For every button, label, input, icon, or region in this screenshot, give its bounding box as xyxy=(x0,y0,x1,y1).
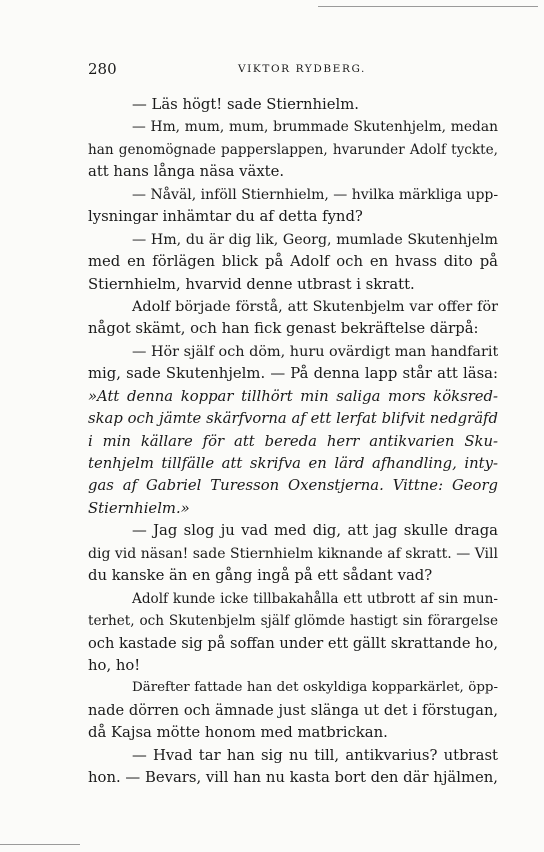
text-line: Stiernhielm, hvarvid denne utbrast i skratt. xyxy=(88,275,415,293)
text-line: — Hvad tar han sig nu till, antikvarius? utbrast xyxy=(132,746,498,764)
text-line: gas af Gabriel Turesson Oxenstjerna. Vittne: Georg xyxy=(88,477,498,495)
text-line: något skämt, och han fick genast bekräftelse därpå: xyxy=(88,320,479,338)
text-line: i min källare för att bereda herr antikvarien Sku- xyxy=(88,432,498,450)
text-line: — Nåväl, inföll Stiernhielm, — hvilka märkliga upp- xyxy=(132,186,498,203)
text-line: hon. — Bevars, vill han nu kasta bort den där hjälmen, xyxy=(88,769,498,787)
text-line: du kanske än en gång ingå på ett sådant vad? xyxy=(88,567,433,585)
text-line: då Kajsa mötte honom med matbrickan. xyxy=(88,724,388,742)
text-line: Stiernhielm.» xyxy=(88,499,190,517)
page-number: 280 xyxy=(88,60,117,78)
text-line: och kastade sig på soffan under ett gällt skrattande ho, xyxy=(88,634,498,652)
text-line: ho, ho! xyxy=(88,656,141,674)
text-line: — Jag slog ju vad med dig, att jag skulle draga xyxy=(132,522,498,540)
text-line: nade dörren och ämnade just slänga ut det i förstugan, xyxy=(88,701,498,719)
text-line: lysningar inhämtar du af detta fynd? xyxy=(88,208,363,226)
text-line: — Hm, du är dig lik, Georg, mumlade Skutenhjelm xyxy=(132,231,498,248)
text-line: att hans långa näsa växte. xyxy=(88,163,285,181)
top-rule xyxy=(318,6,538,7)
text-line: — Hör själf och döm, huru ovärdigt man handfarit xyxy=(132,343,498,360)
text-line: terhet, och Skutenbjelm själf glömde hastigt sin förargelse xyxy=(88,613,498,630)
bottom-rule xyxy=(0,844,80,845)
text-line: med en förlägen blick på Adolf och en hvass dito på xyxy=(88,253,498,271)
text-line: — Läs högt! sade Stiernhielm. xyxy=(132,96,359,113)
page-header xyxy=(88,60,498,82)
text-line: han genomögnade papperslappen, hvarunder Adolf tyckte, xyxy=(88,141,498,158)
running-title: VIKTOR RYDBERG. xyxy=(238,63,367,75)
body-text xyxy=(88,94,498,790)
text-line: mig, sade Skutenhjelm. — På denna lapp står att läsa: xyxy=(88,365,498,383)
text-line: »Att denna koppar tillhört min saliga mors köksred- xyxy=(88,387,498,405)
text-line: — Hm, mum, mum, brummade Skutenhjelm, medan xyxy=(132,119,498,136)
text-line: dig vid näsan! sade Stiernhielm kiknande af skratt. — Vill xyxy=(88,545,498,562)
text-line: Adolf började förstå, att Skutenbjelm var offer för xyxy=(132,298,498,315)
text-line: skap och jämte skärfvorna af ett lerfat blifvit nedgräfd xyxy=(88,410,498,428)
text-line: tenhjelm tillfälle att skrifva en lärd afhandling, inty- xyxy=(88,455,498,472)
text-line: Därefter fattade han det oskyldiga kopparkärlet, öpp- xyxy=(132,680,498,696)
text-line: Adolf kunde icke tillbakahålla ett utbrott af sin mun- xyxy=(132,590,498,607)
